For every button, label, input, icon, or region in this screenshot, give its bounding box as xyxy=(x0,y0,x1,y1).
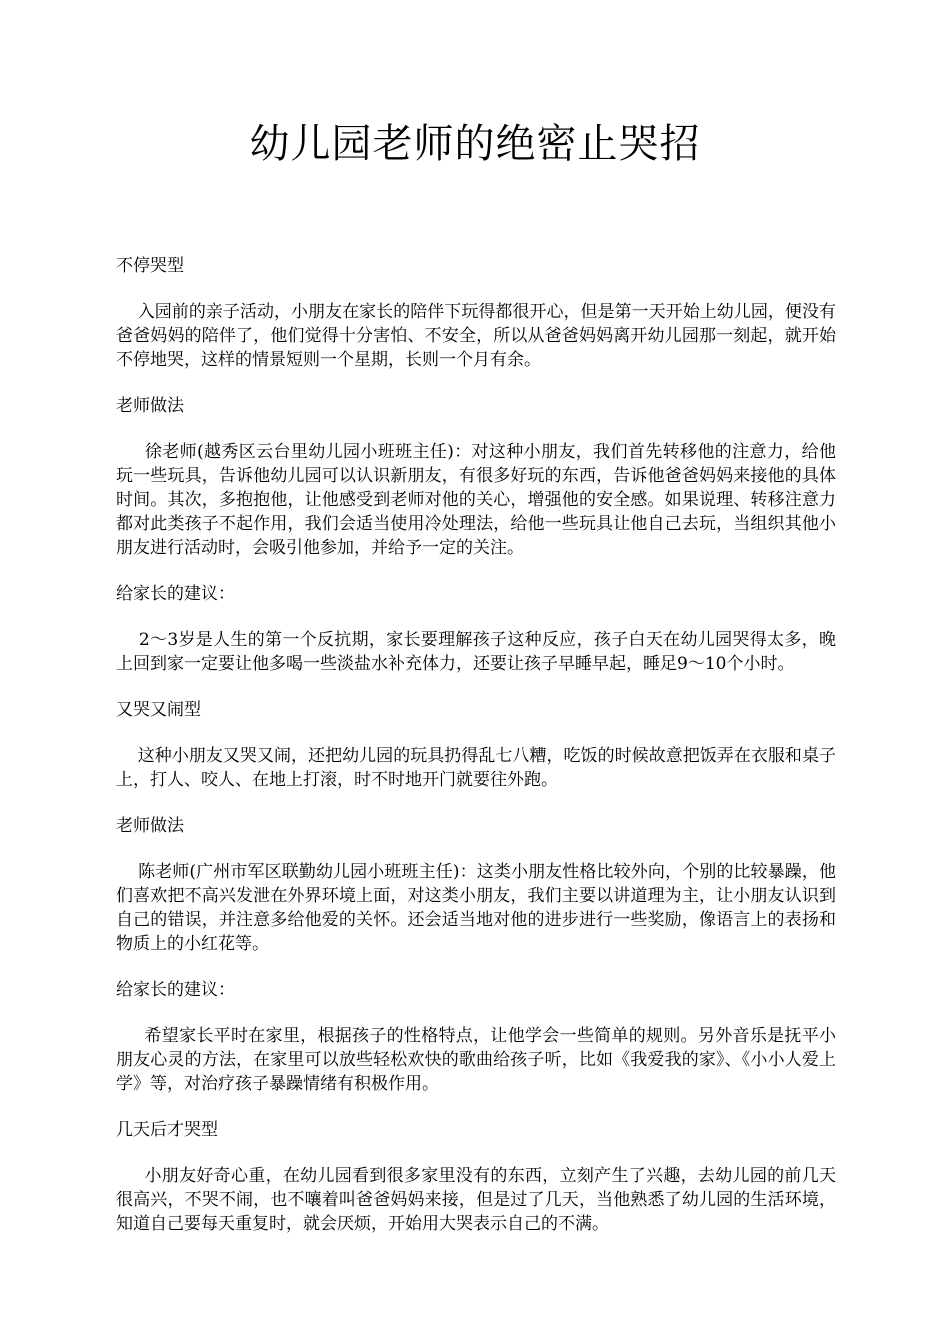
section-heading: 又哭又闹型 xyxy=(116,700,201,720)
document-body xyxy=(116,254,836,1258)
paragraph: 这种小朋友又哭又闹，还把幼儿园的玩具扔得乱七八糟，吃饭的时候故意把饭弄在衣服和桌子上，打人、咬人、在地上打滚，时不时地开门就要往外跑。 xyxy=(116,746,836,790)
section-heading: 几天后才哭型 xyxy=(116,1120,218,1140)
section-heading: 老师做法 xyxy=(116,396,184,416)
section-heading: 不停哭型 xyxy=(116,256,184,276)
paragraph: 入园前的亲子活动，小朋友在家长的陪伴下玩得都很开心，但是第一天开始上幼儿园，便没有爸爸妈妈的陪伴了，他们觉得十分害怕、不安全，所以从爸爸妈妈离开幼儿园那一刻起，就开始不停地哭，这样的情景短则一个星期，长则一个月有余。 xyxy=(116,302,836,370)
paragraph: 徐老师(越秀区云台里幼儿园小班班主任)：对这种小朋友，我们首先转移他的注意力，给他玩一些玩具，告诉他幼儿园可以认识新朋友，有很多好玩的东西，告诉他爸爸妈妈来接他的具体时间。其次，多抱抱他，让他感受到老师对他的关心，增强他的安全感。如果说理、转移注意力都对此类孩子不起作用，我们会适当使用冷处理法，给他一些玩具让他自己去玩，当组织其他小朋友进行活动时，会吸引他参加，并给予一定的关注。 xyxy=(116,442,836,558)
section-heading: 老师做法 xyxy=(116,816,184,836)
paragraph: 陈老师(广州市军区联勤幼儿园小班班主任)：这类小朋友性格比较外向，个别的比较暴躁，他们喜欢把不高兴发泄在外界环境上面，对这类小朋友，我们主要以讲道理为主，让小朋友认识到自己的错误，并注意多给他爱的关怀。还会适当地对他的进步进行一些奖励，像语言上的表扬和物质上的小红花等。 xyxy=(116,862,836,954)
paragraph: 2～3岁是人生的第一个反抗期，家长要理解孩子这种反应，孩子白天在幼儿园哭得太多，晚上回到家一定要让他多喝一些淡盐水补充体力，还要让孩子早睡早起，睡足9～10个小时。 xyxy=(116,630,836,674)
section-heading: 给家长的建议： xyxy=(116,980,235,1000)
page-title: 幼儿园老师的绝密止哭招 xyxy=(249,121,701,167)
paragraph: 小朋友好奇心重，在幼儿园看到很多家里没有的东西，立刻产生了兴趣，去幼儿园的前几天很高兴，不哭不闹，也不嚷着叫爸爸妈妈来接，但是过了几天，当他熟悉了幼儿园的生活环境，知道自己要每天重复时，就会厌烦，开始用大哭表示自己的不满。 xyxy=(116,1166,836,1234)
section-heading: 给家长的建议： xyxy=(116,584,235,604)
paragraph: 希望家长平时在家里，根据孩子的性格特点，让他学会一些简单的规则。另外音乐是抚平小朋友心灵的方法，在家里可以放些轻松欢快的歌曲给孩子听，比如《我爱我的家》、《小小人爱上学》等，对治疗孩子暴躁情绪有积极作用。 xyxy=(116,1026,836,1094)
